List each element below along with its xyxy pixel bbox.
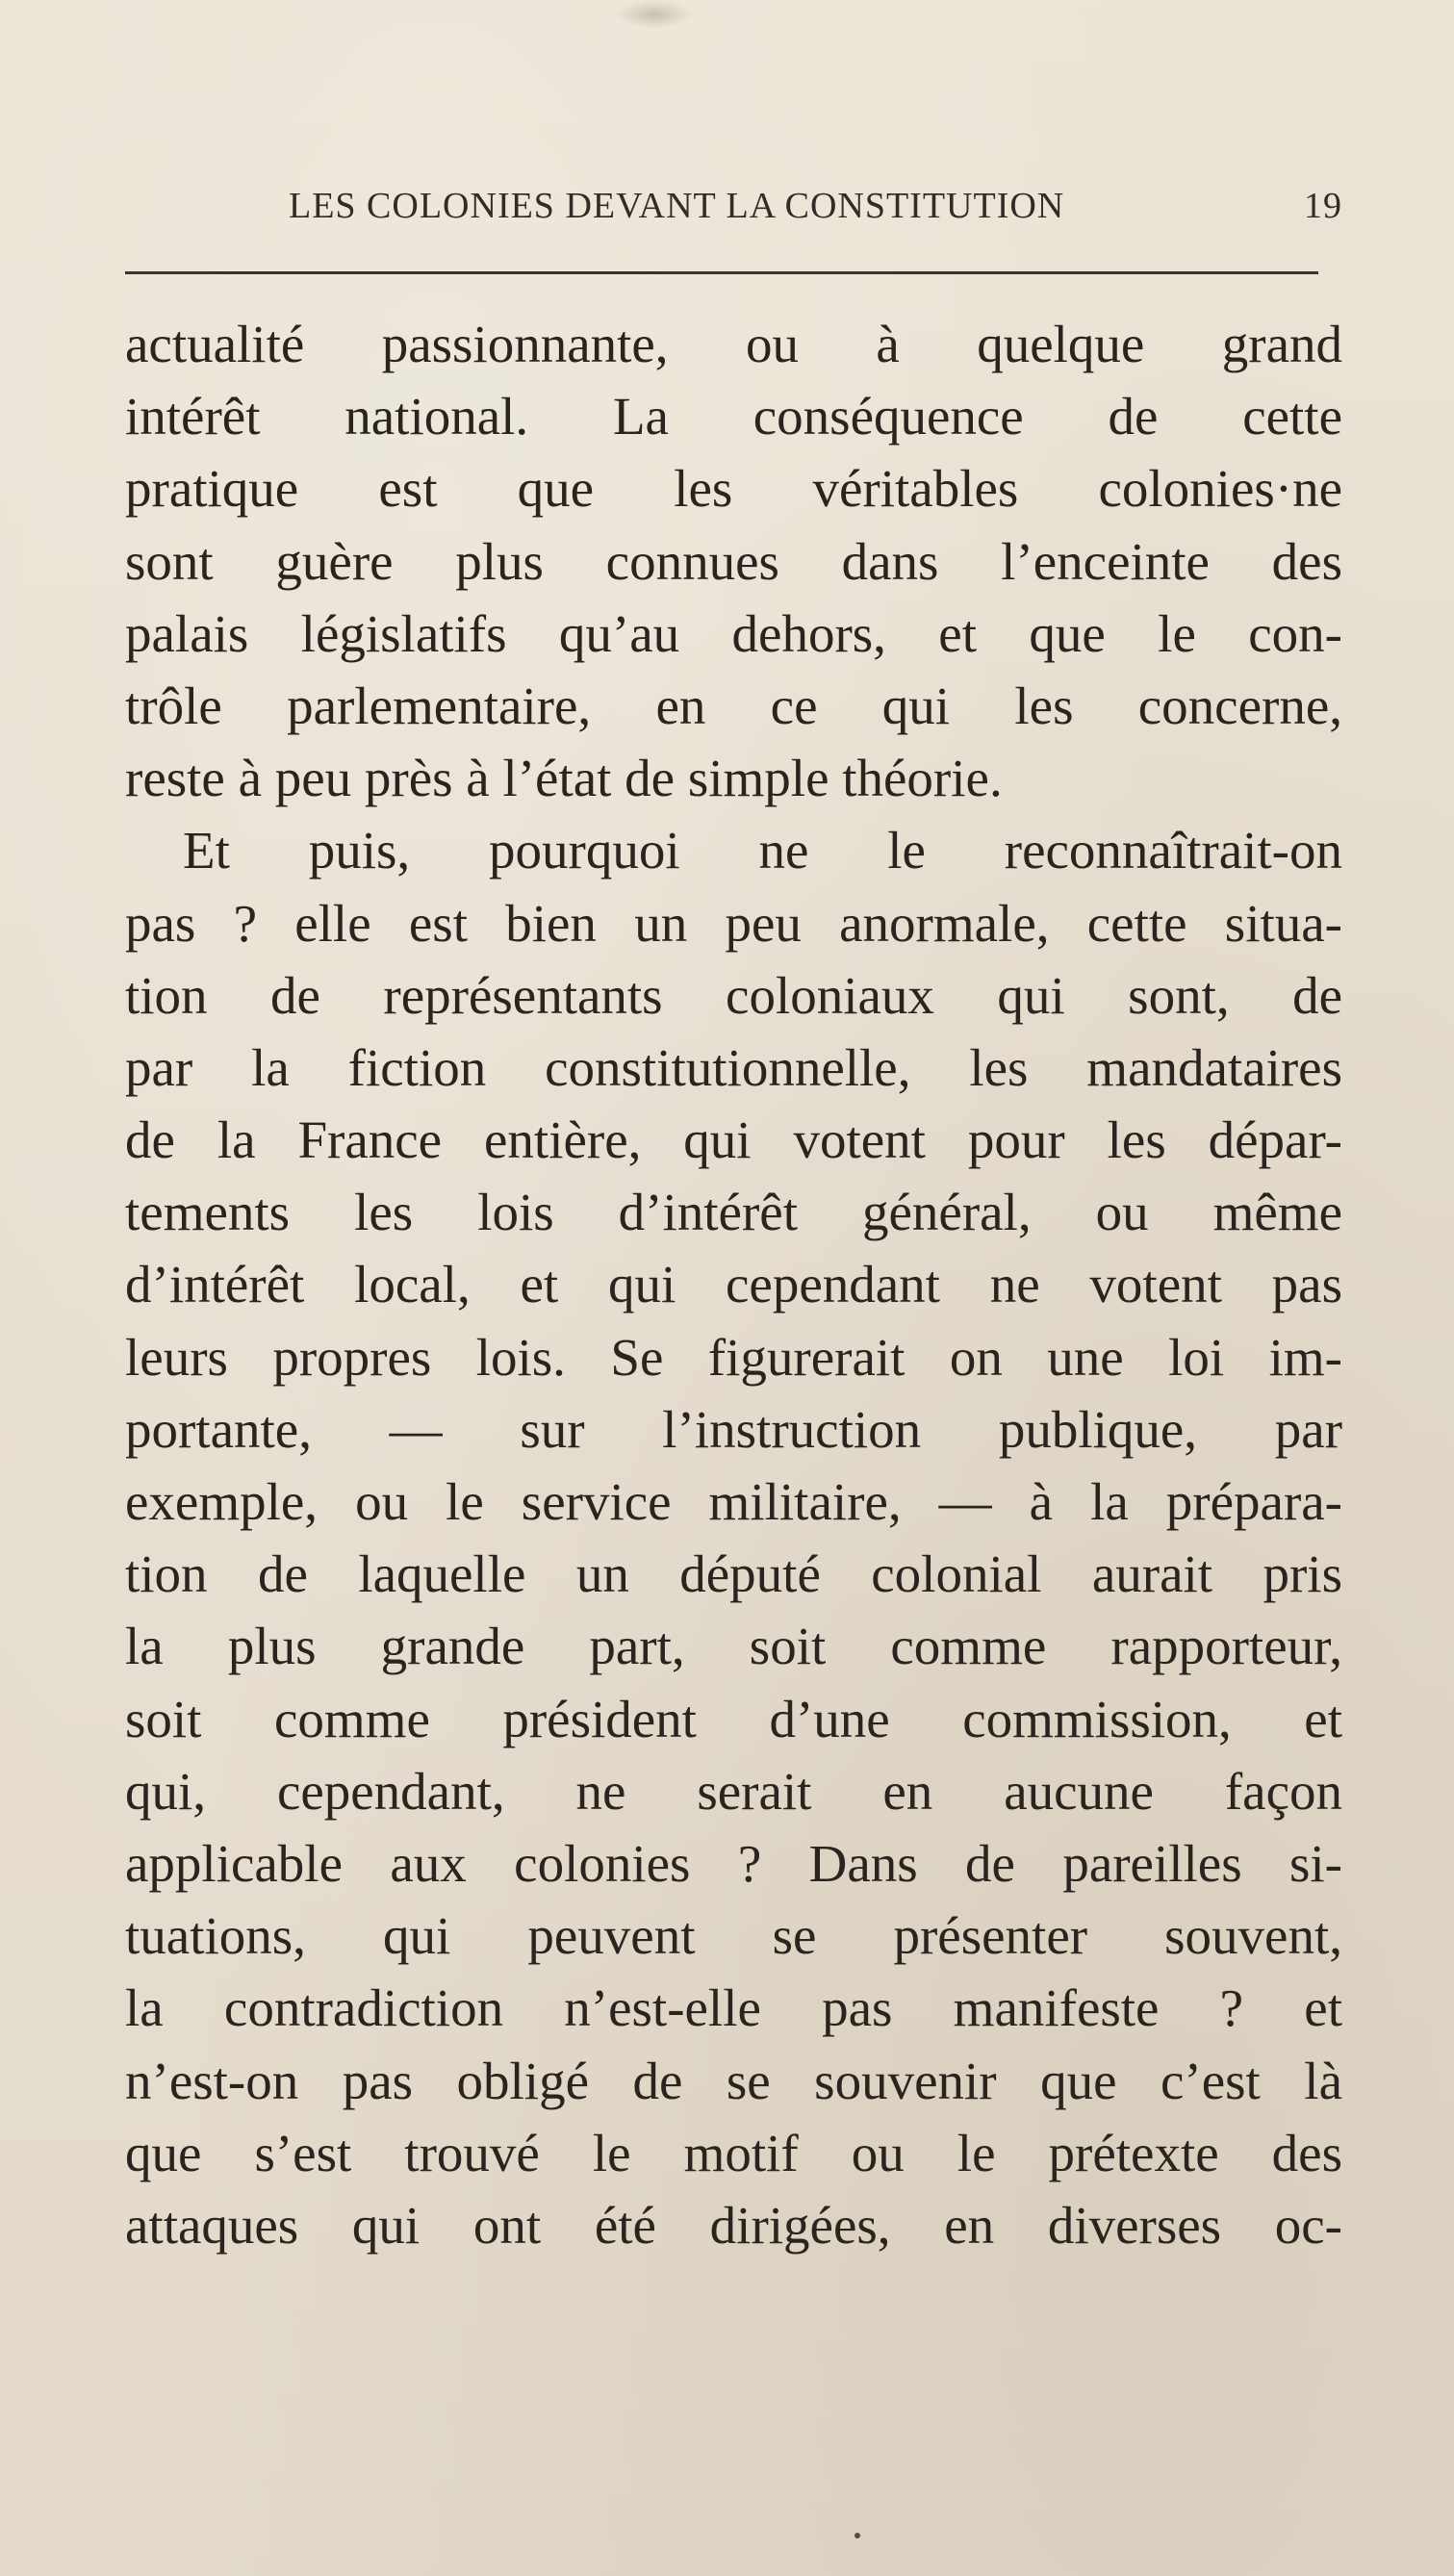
text-line: tements les lois d’intérêt général, ou même <box>125 1183 1342 1242</box>
text-line: tion de représentants coloniaux qui sont, de <box>125 965 1342 1025</box>
text-line: que s’est trouvé le motif ou le prétexte des <box>125 2123 1342 2182</box>
text-line: d’intérêt local, et qui cependant ne votent pas <box>125 1255 1342 1314</box>
text-line: sont guère plus connues dans l’enceinte des <box>125 531 1342 591</box>
text-line: tion de laquelle un député colonial aurait pris <box>125 1544 1342 1604</box>
text-line: reste à peu près à l’état de simple théorie. <box>125 749 1003 808</box>
page-header <box>125 185 1342 242</box>
text-line: attaques qui ont été dirigées, en diverses oc- <box>125 2195 1342 2255</box>
text-line: n’est-on pas obligé de se souvenir que c’est là <box>125 2051 1342 2110</box>
text-line: palais législatifs qu’au dehors, et que le con- <box>125 603 1342 663</box>
text-line: de la France entière, qui votent pour les dépar- <box>125 1110 1342 1170</box>
text-line: actualité passionnante, ou à quelque grand <box>125 315 1342 373</box>
text-line: trôle parlementaire, en ce qui les concerne, <box>125 676 1342 735</box>
text-line: tuations, qui peuvent se présenter souvent, <box>125 1906 1342 1966</box>
text-line: leurs propres lois. Se figurerait on une loi im- <box>125 1327 1342 1387</box>
text-line: Et puis, pourquoi ne le reconnaîtrait-on <box>183 821 1342 880</box>
page-number: 19 <box>1304 186 1342 226</box>
text-line: applicable aux colonies ? Dans de pareilles si- <box>125 1833 1342 1893</box>
paragraph-1 <box>125 308 1342 814</box>
text-line: portante, — sur l’instruction publique, par <box>125 1399 1342 1459</box>
print-mark <box>855 2533 860 2538</box>
text-line: soit comme président d’une commission, et <box>125 1689 1342 1748</box>
text-line: pas ? elle est bien un peu anormale, cette situa- <box>125 893 1342 953</box>
running-title: LES COLONIES DEVANT LA CONSTITUTION <box>289 186 1065 226</box>
text-line: par la fiction constitutionnelle, les mandataires <box>125 1037 1342 1097</box>
header-rule <box>125 271 1318 274</box>
text-line: pratique est que les véritables colonies·ne <box>125 459 1342 519</box>
paragraph-2 <box>125 814 1342 2261</box>
text-line: la contradiction n’est-elle pas manifeste ? et <box>125 1978 1342 2038</box>
text-line: exemple, ou le service militaire, — à la prépara- <box>125 1472 1342 1531</box>
text-line: intérêt national. La conséquence de cette <box>125 387 1342 446</box>
paper-stain <box>616 0 693 29</box>
body-text <box>125 308 1342 2261</box>
text-line: la plus grande part, soit comme rapporteur, <box>125 1617 1342 1676</box>
text-line: qui, cependant, ne serait en aucune façon <box>125 1761 1342 1821</box>
